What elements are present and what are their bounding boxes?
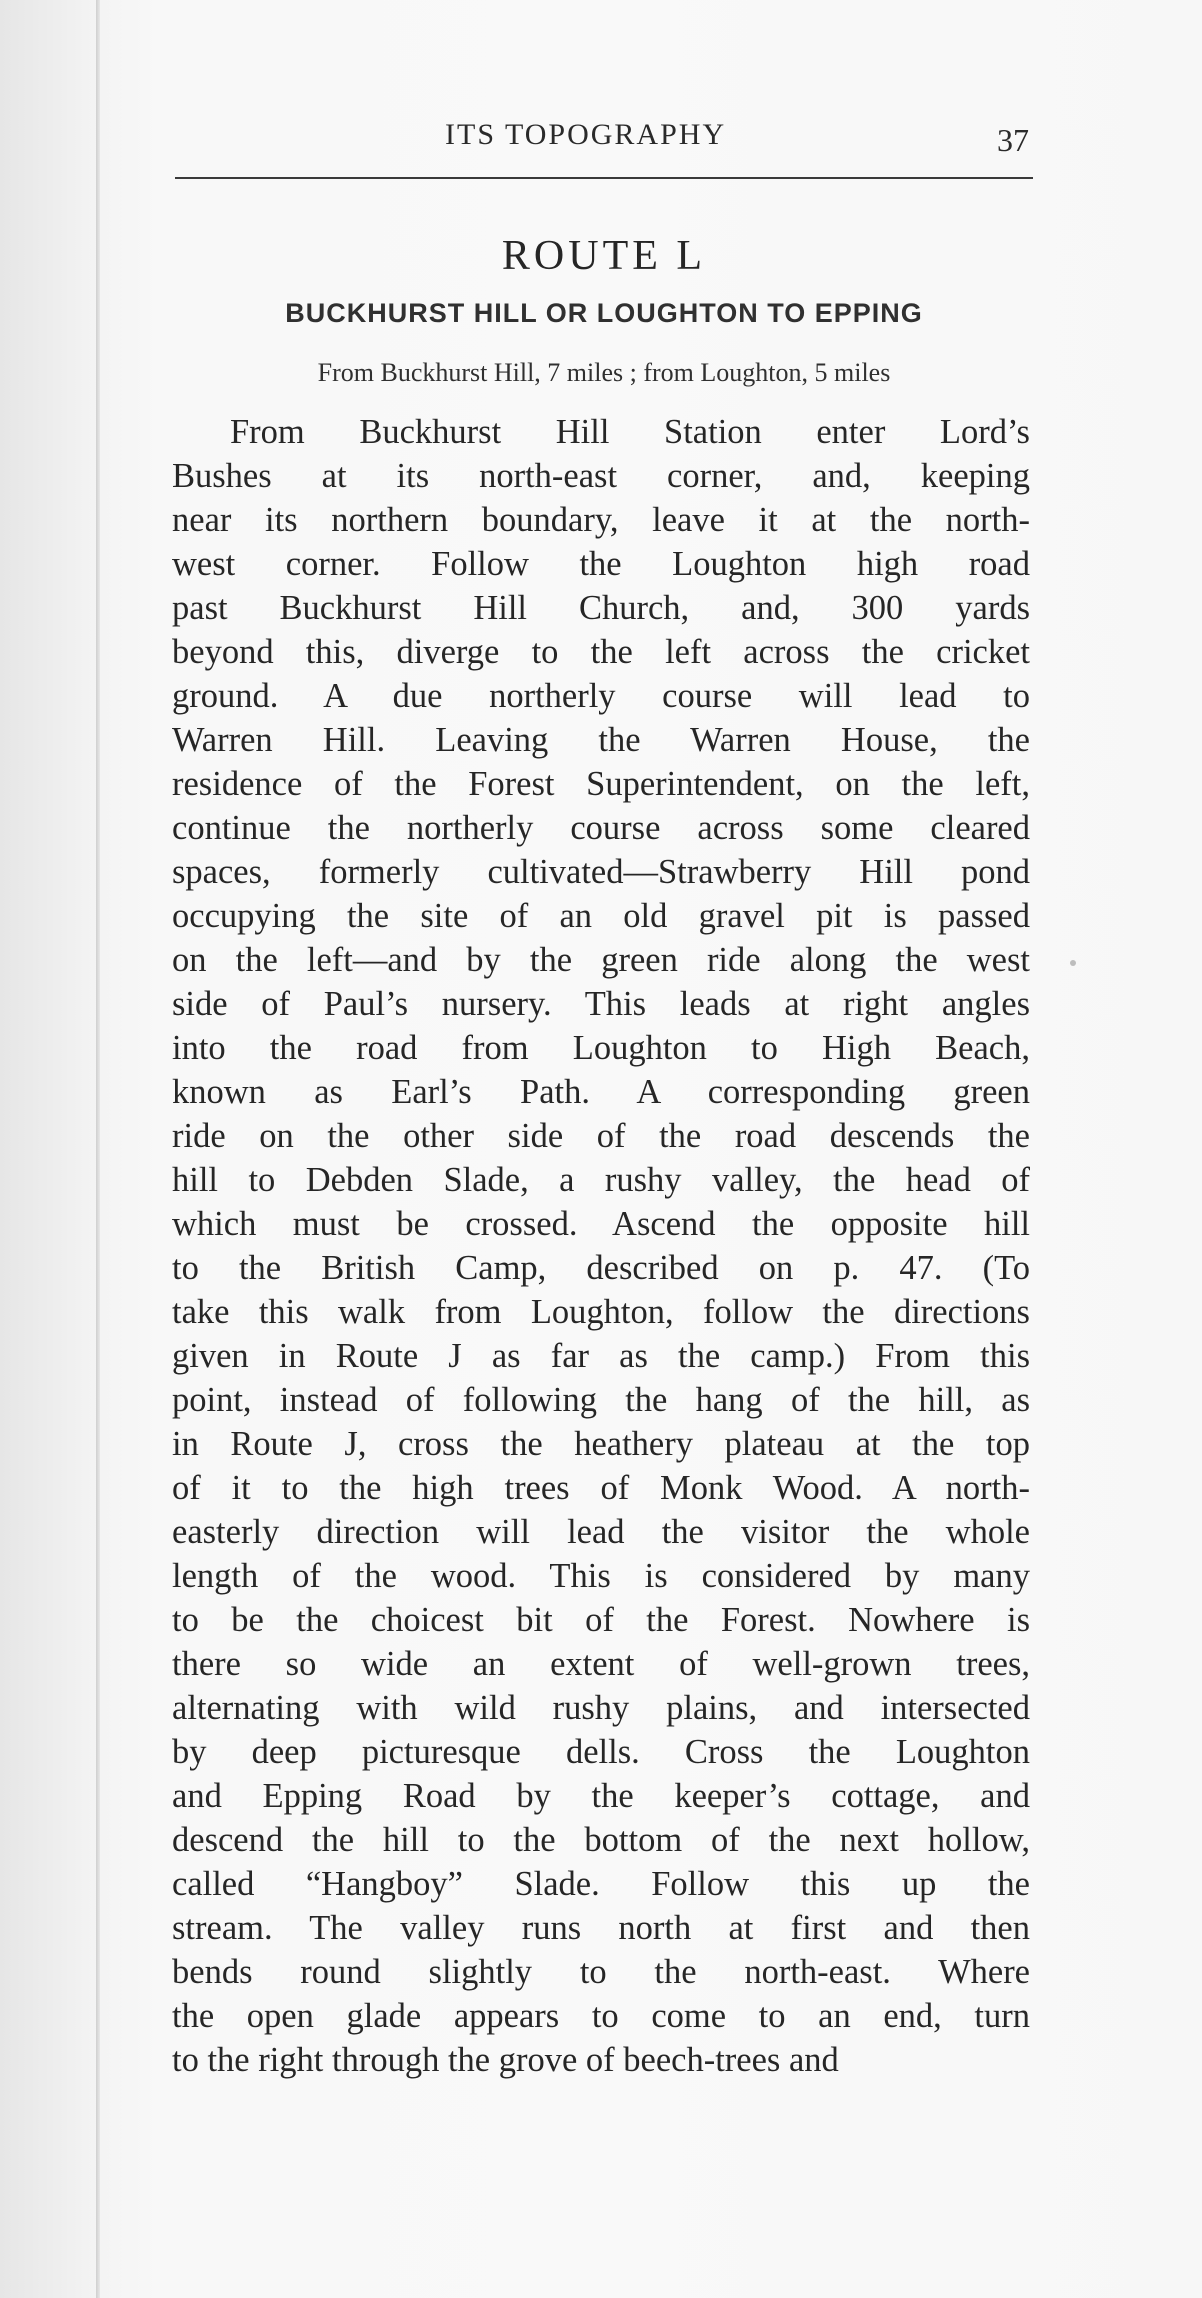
text-line: and Epping Road by the keeper’s cottage, and (172, 1777, 1030, 1815)
text-line: into the road from Loughton to High Beach, (172, 1029, 1030, 1067)
text-line: called “Hangboy” Slade. Follow this up the (172, 1865, 1030, 1903)
text-line: alternating with wild rushy plains, and intersected (172, 1689, 1030, 1727)
text-line: given in Route J as far as the camp.) From this (172, 1337, 1030, 1375)
text-line: near its northern boundary, leave it at the north- (172, 501, 1030, 539)
text-line: descend the hill to the bottom of the next hollow, (172, 1821, 1030, 1859)
route-subtitle: BUCKHURST HILL OR LOUGHTON TO EPPING (285, 298, 923, 328)
text-line: Bushes at its north-east corner, and, keeping (172, 457, 1030, 495)
route-distance: From Buckhurst Hill, 7 miles ; from Loughton, 5 miles (317, 358, 891, 387)
text-line: From Buckhurst Hill Station enter Lord’s (230, 413, 1030, 451)
text-line: length of the wood. This is considered by many (172, 1557, 1030, 1595)
text-line: the open glade appears to come to an end, turn (172, 1997, 1030, 2035)
text-line: continue the northerly course across some cleared (172, 809, 1030, 847)
text-line: hill to Debden Slade, a rushy valley, the head of (172, 1161, 1030, 1199)
text-line: side of Paul’s nursery. This leads at right angles (172, 985, 1030, 1023)
text-line: occupying the site of an old gravel pit is passed (172, 897, 1030, 935)
text-line: Warren Hill. Leaving the Warren House, the (172, 721, 1030, 759)
text-line: stream. The valley runs north at first and then (172, 1909, 1030, 1947)
text-line: in Route J, cross the heathery plateau at the top (172, 1425, 1030, 1463)
page-number: 37 (997, 122, 1029, 158)
text-line: of it to the high trees of Monk Wood. A north- (172, 1469, 1030, 1507)
text-line: to the British Camp, described on p. 47. (To (172, 1249, 1030, 1287)
route-title: ROUTE L (501, 233, 707, 279)
text-line: on the left—and by the green ride along the west (172, 941, 1030, 979)
text-line: ground. A due northerly course will lead to (172, 677, 1030, 715)
running-head (175, 110, 1035, 170)
page-gutter (96, 0, 100, 2298)
text-line: residence of the Forest Superintendent, on the left, (172, 765, 1030, 803)
text-line: spaces, formerly cultivated—Strawberry Hill pond (172, 853, 1030, 891)
text-line: to the right through the grove of beech-trees and (172, 2041, 839, 2079)
body-text (172, 410, 1030, 2082)
text-line: west corner. Follow the Loughton high road (172, 545, 1030, 583)
header-rule (175, 177, 1033, 179)
text-line: by deep picturesque dells. Cross the Loughton (172, 1733, 1030, 1771)
text-line: known as Earl’s Path. A corresponding green (172, 1073, 1030, 1111)
text-line: there so wide an extent of well-grown trees, (172, 1645, 1030, 1683)
page-mark (1070, 960, 1076, 966)
text-line: which must be crossed. Ascend the opposite hill (172, 1205, 1030, 1243)
text-line: to be the choicest bit of the Forest. Nowhere is (172, 1601, 1030, 1639)
text-line: take this walk from Loughton, follow the directions (172, 1293, 1030, 1331)
text-line: ride on the other side of the road descends the (172, 1117, 1030, 1155)
text-line: easterly direction will lead the visitor the whole (172, 1513, 1030, 1551)
text-line: point, instead of following the hang of the hill, as (172, 1381, 1030, 1419)
text-line: beyond this, diverge to the left across the cricket (172, 633, 1030, 671)
running-head-title: ITS TOPOGRAPHY (445, 118, 727, 151)
text-line: bends round slightly to the north-east. Where (172, 1953, 1030, 1991)
text-line: past Buckhurst Hill Church, and, 300 yards (172, 589, 1030, 627)
